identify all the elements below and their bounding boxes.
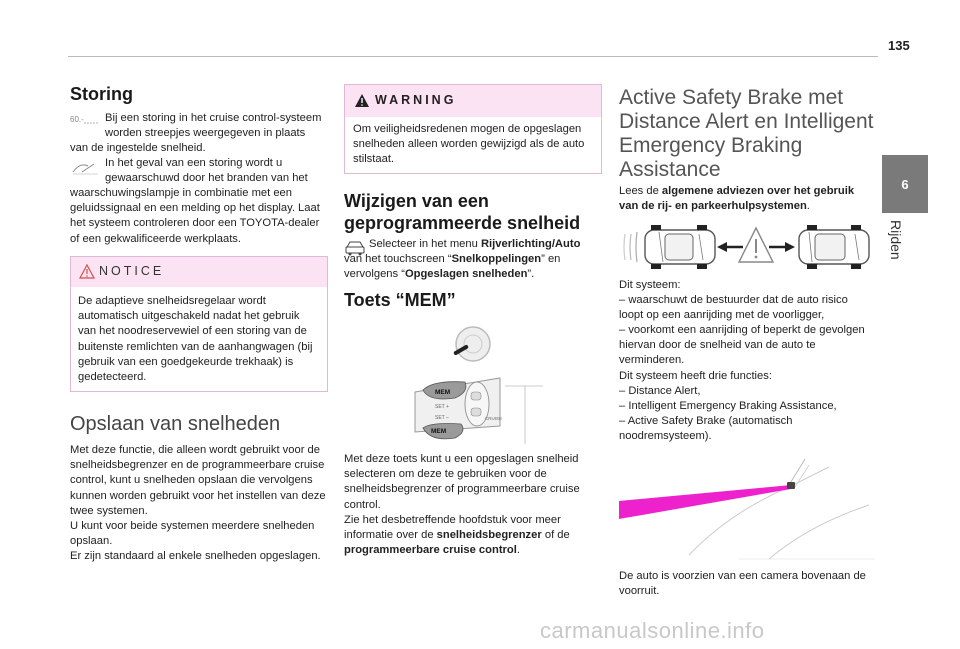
warning-box <box>344 84 602 174</box>
page-number: 135 <box>888 38 910 53</box>
mem-text-1: Met deze toets kunt u een opgeslagen snelheid selecteren om deze te gebruiken voor de snelheidsbegrenzer of programmeerbare cruise control. <box>344 453 580 511</box>
storing-paragraph-1: Bij een storing in het cruise control-systeem worden streepjes weergegeven in plaats <box>105 112 322 140</box>
top-divider <box>68 56 878 57</box>
wijzigen-heading: Wijzigen van een geprogrammeerde snelheid <box>344 191 581 233</box>
dit-systeem-label: Dit systeem: <box>619 279 681 291</box>
camera-text: De auto is voorzien van een camera bovenaan de voorruit. <box>619 570 866 598</box>
chapter-tab[interactable] <box>882 155 928 213</box>
mem-stalk-illustration <box>405 320 545 445</box>
mem-text-2: Zie het desbetreffende hoofdstuk voor meer informatie over de snelheidsbegrenzer of de programmeerbare cruise control. <box>344 514 570 557</box>
dashes-display-icon <box>70 112 100 130</box>
caution-triangle-icon <box>79 264 95 284</box>
front-car-icon <box>799 225 869 269</box>
collision-illustration <box>619 222 875 272</box>
bullet-item: – waarschuwt de bestuurder dat de auto risico loopt op een aanrijding met de voorligger, <box>619 294 848 322</box>
windshield-outline <box>689 459 875 559</box>
notice-title: NOTICE <box>99 264 165 278</box>
storing-paragraph-1-tail: van de ingestelde snelheid. <box>70 142 206 154</box>
opslaan-text: Met deze functie, die alleen wordt gebruikt voor de snelheidsbegrenzer en de programmeerbare cruise control, kunt u snelheden opslaan die vervolgens kunnen worden gebruikt voor het instellen van deze twee systemen. U kunt voor beide systemen meerdere snelheden opslaan. Er zijn standaard al enkele snelheden opgeslagen. <box>70 444 326 563</box>
storing-paragraph-2: In het geval van een storing wordt u gewaarschuwd door het branden van het <box>105 157 308 185</box>
function-item: – Distance Alert, <box>619 385 701 397</box>
mem-label-top: MEM <box>435 389 451 396</box>
camera-icon <box>787 482 795 489</box>
warning-title: WARNING <box>375 93 457 107</box>
function-item: – Intelligent Emergency Braking Assistance, <box>619 400 837 412</box>
rear-car-icon <box>624 225 715 269</box>
warning-triangle-icon <box>354 93 370 113</box>
bullet-item: – voorkomt een aanrijding of beperkt de gevolgen hiervan door de snelheid van de auto te verminderen. <box>619 324 865 367</box>
warning-text: Om veiligheidsredenen mogen de opgeslagen snelheden alleen worden gewijzigd als de auto stilstaat. <box>353 123 585 166</box>
notice-header <box>71 257 327 287</box>
mem-label-bottom: MEM <box>431 428 447 435</box>
notice-box <box>70 256 328 392</box>
chapter-number: 6 <box>901 176 909 192</box>
storing-heading: Storing <box>70 84 133 104</box>
lees-text: Lees de algemene adviezen over het gebruik van de rij- en parkeerhulpsystemen. <box>619 185 855 213</box>
opslaan-heading: Opslaan van snelheden <box>70 413 281 435</box>
function-item: – Active Safety Brake (automatisch noodremsysteem). <box>619 415 793 443</box>
chapter-title: Rijden <box>888 220 904 260</box>
camera-field-beam <box>619 485 791 519</box>
windshield-camera-illustration <box>619 455 875 560</box>
svg-text:CRUISE: CRUISE <box>485 416 503 421</box>
svg-text:SET +: SET + <box>435 404 449 410</box>
notice-text: De adaptieve snelheidsregelaar wordt automatisch uitgeschakeld nadat het gebruik van het noodreservewiel of een storing van de buitenste remlichten van de aanhangwagen (bij gebruik van een goedgekeurde trekhaak) is gedetecteerd. <box>78 295 313 384</box>
wijzigen-text: Selecteer in het menu Rijverlichting/Auto van het touchscreen “Snelkoppelingen” en vervolgens “Opgeslagen snelheden”. <box>344 238 581 281</box>
svg-text:SET –: SET – <box>435 415 449 421</box>
warning-triangle-icon <box>739 228 773 262</box>
watermark: carmanualsonline.info <box>540 618 765 643</box>
drie-functies-label: Dit systeem heeft drie functies: <box>619 370 772 382</box>
asb-heading: Active Safety Brake met Distance Alert en Intelligent Emergency Braking Assistance <box>619 86 874 181</box>
storing-paragraph-2-tail: waarschuwingslampje in combinatie met een geluidssignaal en een melding op het display. Laat het systeem controleren door een TOYOTA-dealer of een gekwalificeerde werkplaats. <box>70 187 320 245</box>
mem-button-bottom-icon <box>423 424 463 439</box>
cruise-warning-lamp-icon <box>70 158 100 181</box>
steering-wheel-icon <box>453 327 490 361</box>
warning-header <box>345 85 601 117</box>
mem-heading: Toets “MEM” <box>344 290 456 310</box>
svg-text:60.-: 60.- <box>70 115 84 124</box>
